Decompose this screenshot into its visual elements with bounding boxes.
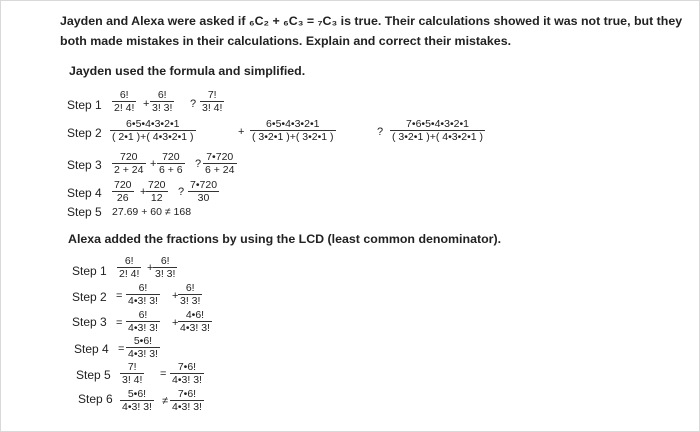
jayden-step-2-label: Step 2	[67, 126, 102, 140]
numerator: 6!	[157, 89, 167, 101]
numerator: 6!	[185, 282, 195, 294]
denominator: 4•3! 3!	[172, 374, 202, 386]
combination-expression: ₆C₂ + ₆C₃ = ₇C₃	[248, 14, 338, 28]
numerator: 7•720	[190, 179, 218, 191]
denominator: 4•3! 3!	[128, 348, 158, 360]
not-equal-sign: ≠	[162, 395, 169, 407]
denominator: 4•3! 3!	[128, 322, 158, 334]
equals-sign: =	[160, 368, 167, 380]
denominator: 6 + 24	[205, 164, 235, 176]
plus-sign: +	[143, 98, 150, 110]
fraction	[110, 118, 196, 143]
denominator: 26	[116, 192, 129, 204]
plus-sign: +	[150, 158, 157, 170]
alexa-step-1-label: Step 1	[72, 264, 107, 278]
denominator: 3! 4!	[202, 102, 223, 114]
denominator: 4•3! 3!	[122, 401, 152, 413]
alexa-step-2-label: Step 2	[72, 290, 107, 304]
fraction	[112, 89, 136, 114]
alexa-step-6-label: Step 6	[78, 392, 113, 406]
numerator: 5•6!	[133, 335, 153, 347]
numerator: 7•720	[206, 151, 234, 163]
fraction	[188, 179, 219, 204]
fraction	[390, 118, 485, 143]
jayden-step-1-label: Step 1	[67, 98, 102, 112]
numerator: 6!	[124, 255, 134, 267]
numerator: 720	[114, 179, 132, 191]
fraction	[170, 361, 204, 386]
question-mark: ?	[190, 98, 197, 110]
denominator: 2 + 24	[114, 164, 144, 176]
fraction	[178, 309, 212, 334]
numerator: 7•6!	[177, 361, 197, 373]
question-text-pre: Jayden and Alexa were asked if	[60, 14, 249, 28]
numerator: 6!	[138, 309, 148, 321]
numerator: 720	[119, 151, 138, 163]
denominator: 3! 3!	[180, 295, 201, 307]
denominator: ( 2•1 )+( 4•3•2•1 )	[112, 131, 194, 143]
fraction	[150, 89, 174, 114]
fraction	[250, 118, 336, 143]
fraction	[120, 361, 144, 386]
fraction	[153, 255, 177, 280]
numerator: 7•6!	[177, 388, 197, 400]
plus-sign: +	[147, 262, 154, 274]
fraction	[126, 309, 160, 334]
numerator: 6•5•4•3•2•1	[266, 118, 320, 130]
jayden-step-3-label: Step 3	[67, 158, 102, 172]
jayden-step-5-result: 27.69 + 60 ≠ 168	[112, 206, 192, 218]
numerator: 6!	[160, 255, 170, 267]
fraction	[120, 388, 154, 413]
equals-sign: =	[116, 290, 123, 302]
denominator: 2! 4!	[119, 268, 140, 280]
fraction	[157, 151, 185, 176]
denominator: 4•3! 3!	[172, 401, 202, 413]
question-mark: ?	[178, 186, 185, 198]
fraction	[200, 89, 224, 114]
plus-sign: +	[238, 126, 245, 138]
fraction	[126, 335, 160, 360]
question-mark: ?	[377, 126, 384, 138]
fraction	[117, 255, 141, 280]
numerator: 720	[148, 179, 166, 191]
equals-sign: =	[118, 343, 125, 355]
question-line-2: both made mistakes in their calculations. Explain and correct their mistakes.	[60, 34, 512, 48]
fraction	[203, 151, 237, 176]
numerator: 7!	[207, 89, 217, 101]
alexa-step-5-label: Step 5	[76, 368, 111, 382]
numerator: 6!	[119, 89, 129, 101]
denominator: ( 3•2•1 )+( 3•2•1 )	[252, 131, 334, 143]
alexa-intro: Alexa added the fractions by using the LCD (least common denominator).	[68, 232, 502, 246]
denominator: 3! 4!	[122, 374, 143, 386]
denominator: 6 + 6	[159, 164, 183, 176]
question-line-1	[60, 14, 682, 28]
question-text-post: is true. Their calculations showed it was not true, but they	[337, 14, 683, 28]
plus-sign: +	[140, 186, 147, 198]
numerator: 6•5•4•3•2•1	[126, 118, 180, 130]
numerator: 7!	[127, 361, 137, 373]
plus-sign: +	[172, 290, 179, 302]
alexa-step-3-label: Step 3	[72, 315, 107, 329]
jayden-intro: Jayden used the formula and simplified.	[69, 64, 306, 78]
fraction	[178, 282, 202, 307]
plus-sign: +	[172, 317, 179, 329]
denominator: 4•3! 3!	[180, 322, 210, 334]
denominator: 4•3! 3!	[128, 295, 158, 307]
jayden-step-4-label: Step 4	[67, 186, 102, 200]
denominator: 30	[197, 192, 210, 204]
fraction	[146, 179, 168, 204]
alexa-step-4-label: Step 4	[74, 342, 109, 356]
jayden-step-5-label: Step 5	[67, 205, 102, 219]
numerator: 4•6!	[185, 309, 205, 321]
denominator: 3! 3!	[152, 102, 173, 114]
numerator: 6!	[138, 282, 148, 294]
denominator: 2! 4!	[114, 102, 135, 114]
fraction	[126, 282, 160, 307]
fraction	[112, 151, 146, 176]
question-mark: ?	[195, 158, 202, 170]
denominator: 12	[150, 192, 163, 204]
fraction	[170, 388, 204, 413]
equals-sign: =	[116, 317, 123, 329]
fraction	[112, 179, 134, 204]
numerator: 720	[162, 151, 180, 163]
denominator: ( 3•2•1 )+( 4•3•2•1 )	[392, 131, 484, 143]
denominator: 3! 3!	[155, 268, 176, 280]
numerator: 7•6•5•4•3•2•1	[406, 118, 469, 130]
numerator: 5•6!	[127, 388, 147, 400]
